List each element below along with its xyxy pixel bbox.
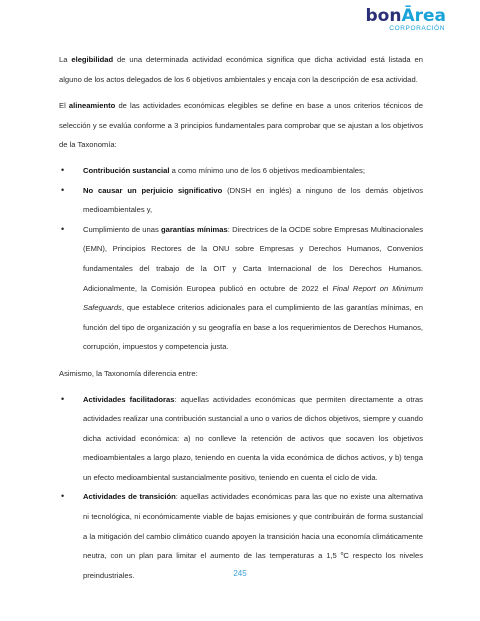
term: garantías mínimas: [160, 224, 228, 234]
text: : Directrices de la OCDE sobre Empresas Multinacionales (EMN), Principios Rectores de la ONU sobre Empresas y Derechos Humanos, Convenios fundamentales del trabajo de la OIT y Carta Internacional de los Derechos Humanos. Adicionalmente, la Comisión Europea publicó en octubre de 2022 el: [83, 224, 423, 293]
text: (DNSH en inglés) a ninguno de los demás objetivos medioambientales y,: [83, 185, 423, 215]
text: : aquellas actividades económicas que permiten directamente a otras actividades realizar una contribución sustancial a uno o varios de dichos objetivos, siempre y cuando dicha actividad económica: a) no conlleve la retención de activos que socaven los objetivos medioambientales a largo plazo, teniendo en cuenta la vida económica de dichos activos, y b) tenga un efecto medioambiental sustancialmente positivo, teniendo en cuenta el ciclo de vida.: [83, 394, 423, 482]
page-number: 245: [233, 569, 247, 578]
text: , que establece criterios adicionales para el cumplimiento de las garantías mínimas, en función del tipo de organización y su geografía en base a los requerimientos de Derechos Humanos, corrupción, impuestos y competencia justa.: [83, 303, 423, 352]
text: de las actividades económicas elegibles se define en base a unos criterios técnicos de selección y se evalúa conforme a 3 principios fundamentales para comprobar que se ajustan a los objetivos de la Taxonomía:: [59, 101, 423, 150]
text: C respecto los niveles preindustriales.: [83, 551, 423, 580]
report-title: Final Report on Minimum Safeguards: [83, 283, 423, 313]
term: Contribución sustancial: [83, 165, 170, 175]
term: Actividades facilitadoras: [83, 394, 175, 404]
text: : aquellas actividades económicas para las que no existe una alternativa ni tecnológica, ni económicamente viable de bajas emisiones y que contribuirán de forma sustancial a la mitigación del cambio climático cuando apoyen la transición hacia una economía climáticamente neutra, con un plan para limitar el aumento de las temperaturas a 1,5: [83, 492, 423, 561]
paragraph-intro-types: Asimismo, la Taxonomía diferencia entre:: [59, 368, 198, 378]
logo-wordmark-bon: bon: [365, 6, 402, 26]
activity-types-list: [59, 390, 423, 586]
paragraph-eligibility: [59, 50, 423, 89]
list-item: [83, 220, 423, 357]
paragraph-alignment: [59, 96, 423, 155]
text: de una determinada actividad económica significa que dicha actividad está listada en alguno de los actos delegados de los 6 objetivos ambientales y encaja con la descripción de esa actividad.: [59, 55, 423, 84]
list-item: [83, 181, 423, 220]
list-item: [83, 161, 423, 181]
term-alineamiento: alineamiento: [68, 101, 116, 111]
page-body: [59, 50, 423, 585]
degree-mark: o: [340, 551, 344, 558]
principles-list: [59, 161, 423, 357]
text: a como mínimo uno de los 6 objetivos medioambientales;: [169, 165, 365, 175]
list-item: [83, 390, 423, 488]
term: Actividades de transición: [83, 492, 176, 502]
logo-wordmark-area: Ārea: [401, 6, 446, 26]
text: La: [59, 55, 72, 64]
bonarea-logo: [342, 6, 446, 42]
logo-wordmark: [342, 6, 446, 26]
term-elegibilidad: elegibilidad: [71, 55, 114, 64]
text: El: [59, 101, 69, 111]
term: No causar un perjuicio significativo: [83, 185, 223, 195]
text: Cumplimiento de unas: [83, 224, 161, 234]
logo-subtitle: CORPORACIÓN: [389, 25, 445, 32]
